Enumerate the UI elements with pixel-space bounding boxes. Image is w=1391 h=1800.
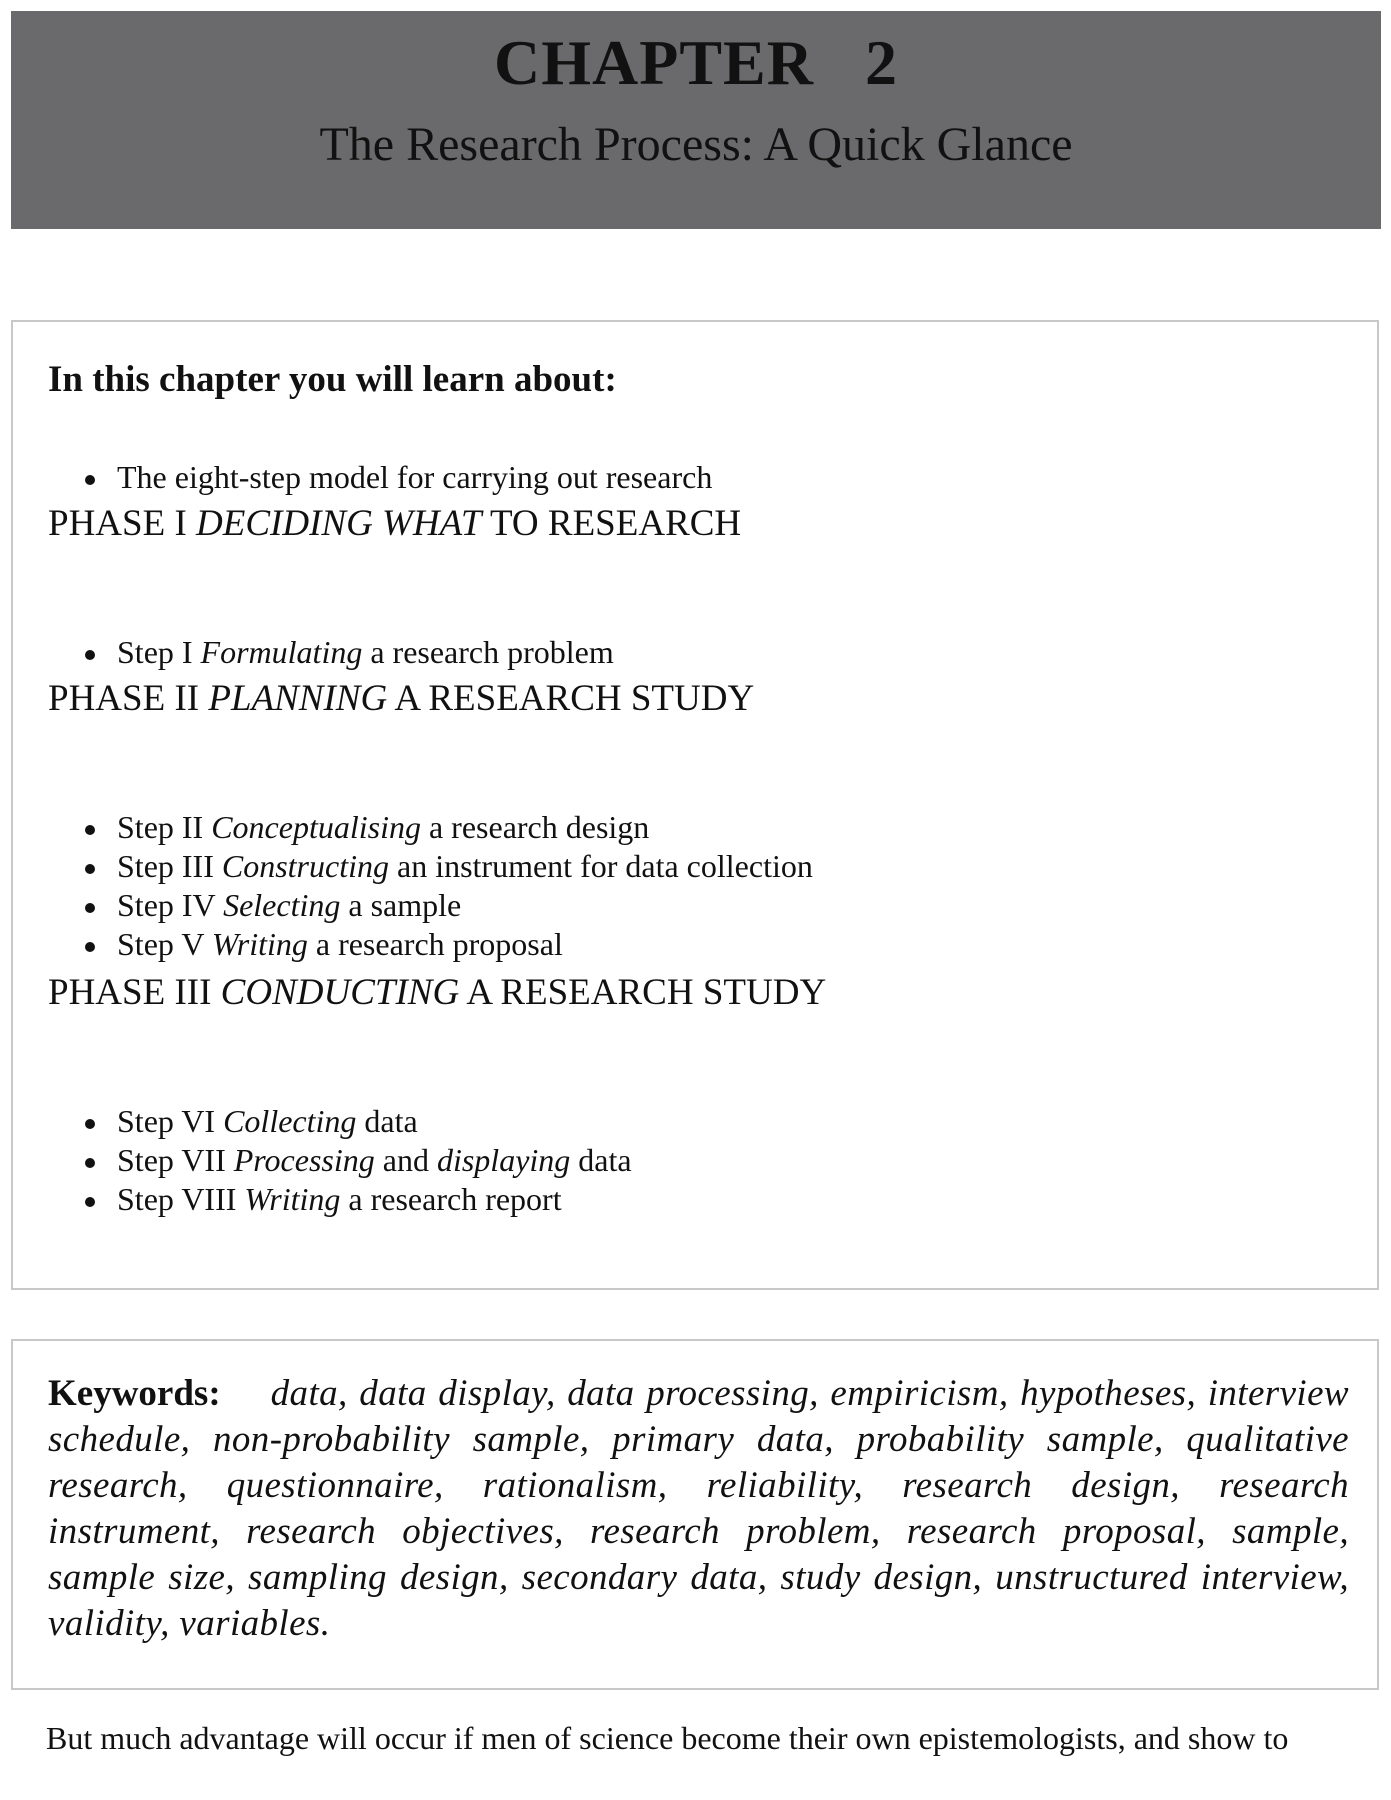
phase-emphasis: DECIDING WHAT xyxy=(196,503,482,544)
list-item: Step VII Processing and displaying data xyxy=(48,1141,632,1180)
phase-label: PHASE III xyxy=(48,972,212,1013)
learning-objectives-heading: In this chapter you will learn about: xyxy=(48,359,617,400)
chapter-subtitle: The Research Process: A Quick Glance xyxy=(319,118,1073,171)
keywords-box xyxy=(11,1339,1379,1690)
phase-2-heading xyxy=(48,677,754,721)
list-item: Step IV Selecting a sample xyxy=(48,886,813,925)
phase-1-heading xyxy=(48,502,741,546)
list-item: Step I Formulating a research problem xyxy=(48,633,614,672)
phase-3-heading xyxy=(48,971,826,1015)
phase-emphasis: CONDUCTING xyxy=(220,972,460,1013)
keywords-list: data, data display, data processing, empiricism, hypotheses, interview schedule, non-probability sample, primary data, probability sample, qualitative research, questionnaire, rationalism, reliability, research design, research instrument, research objectives, research problem, research proposal, sample, sample size, sampling design, secondary data, study design, unstructured interview, validity, variables. xyxy=(48,1373,1349,1644)
list-item: Step V Writing a research proposal xyxy=(48,925,813,964)
chapter-number: CHAPTER 2 xyxy=(494,27,898,98)
phase-rest: A RESEARCH STUDY xyxy=(394,678,755,719)
learning-objectives-box xyxy=(11,320,1379,1290)
phase-1-steps xyxy=(48,633,614,672)
phase-rest: A RESEARCH STUDY xyxy=(466,972,827,1013)
chapter-banner xyxy=(11,11,1381,229)
intro-list xyxy=(48,458,712,497)
keywords-label: Keywords: xyxy=(48,1373,221,1414)
list-item: The eight-step model for carrying out research xyxy=(48,458,712,497)
phase-emphasis: PLANNING xyxy=(208,678,388,719)
list-item: Step II Conceptualising a research design xyxy=(48,808,813,847)
list-item: Step III Constructing an instrument for data collection xyxy=(48,847,813,886)
keywords-paragraph xyxy=(48,1371,1349,1647)
phase-2-steps xyxy=(48,808,813,964)
list-item: Step VI Collecting data xyxy=(48,1102,632,1141)
phase-label: PHASE I xyxy=(48,503,187,544)
phase-3-steps xyxy=(48,1102,632,1219)
list-item: Step VIII Writing a research report xyxy=(48,1180,632,1219)
body-paragraph-start: But much advantage will occur if men of science become their own epistemologists, and show to xyxy=(46,1720,1289,1756)
phase-rest: TO RESEARCH xyxy=(489,503,742,544)
phase-label: PHASE II xyxy=(48,678,200,719)
